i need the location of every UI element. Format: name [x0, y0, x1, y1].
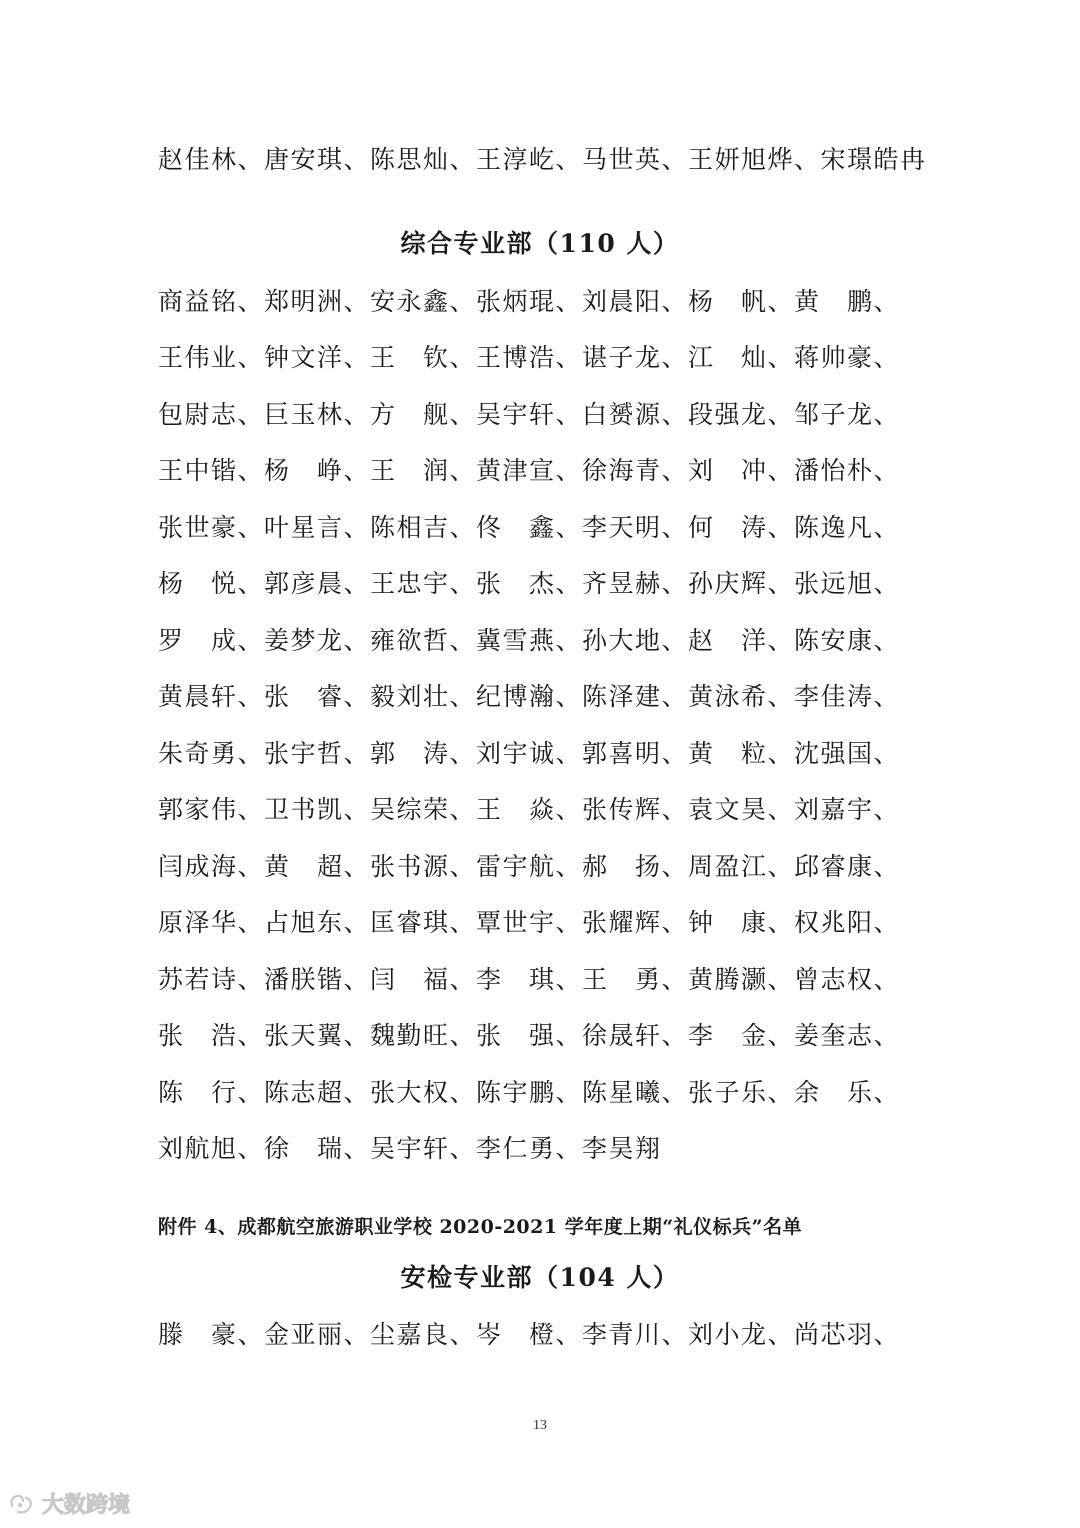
name-list-line: 张世豪、叶星言、陈相吉、佟 鑫、李天明、何 涛、陈逸凡、	[158, 513, 901, 542]
page-number: 13	[533, 1418, 547, 1433]
name-list-line: 王中锴、杨 峥、王 润、黄津宣、徐海青、刘 冲、潘怡朴、	[158, 456, 901, 485]
brand-logo-icon	[8, 1492, 36, 1516]
name-list-line: 闫成海、黄 超、张书源、雷宇航、郝 扬、周盈江、邱睿康、	[158, 852, 901, 881]
section-title: 综合专业部（110 人）	[400, 229, 680, 258]
name-list-line: 罗 成、姜梦龙、雍欲哲、冀雪燕、孙大地、赵 洋、陈安康、	[158, 626, 901, 655]
name-list-line: 赵佳林、唐安琪、陈思灿、王淳屹、马世英、王妍旭烨、宋璟皓冉	[158, 145, 927, 174]
name-list-line: 刘航旭、徐 瑞、吴宇轩、李仁勇、李昊翔	[158, 1134, 662, 1163]
name-list-line: 黄晨轩、张 睿、毅刘壮、纪博瀚、陈泽建、黄泳希、李佳涛、	[158, 682, 901, 711]
name-list-line: 朱奇勇、张宇哲、郭 涛、刘宇诚、郭喜明、黄 粒、沈强国、	[158, 739, 901, 768]
watermark	[8, 1488, 130, 1519]
name-list-line: 张 浩、张天翼、魏勤旺、张 强、徐晟轩、李 金、姜奎志、	[158, 1021, 901, 1050]
name-list-line: 滕 豪、金亚丽、尘嘉良、岑 橙、李青川、刘小龙、尚芯羽、	[158, 1320, 901, 1349]
name-list-line: 郭家伟、卫书凯、吴综荣、王 焱、张传辉、袁文昊、刘嘉宇、	[158, 795, 901, 824]
attachment-title: 附件 4、成都航空旅游职业学校 2020-2021 学年度上期“礼仪标兵”名单	[158, 1216, 803, 1238]
name-list-line: 王伟业、钟文洋、王 钦、王博浩、谌子龙、江 灿、蒋帅豪、	[158, 343, 901, 372]
name-list-line: 杨 悦、郭彦晨、王忠宇、张 杰、齐昱赫、孙庆辉、张远旭、	[158, 569, 901, 598]
name-list-line: 苏若诗、潘朕锴、闫 福、李 琪、王 勇、黄腾灏、曾志权、	[158, 965, 901, 994]
section-title: 安检专业部（104 人）	[400, 1263, 680, 1292]
watermark-text: 大数跨境	[42, 1493, 131, 1518]
name-list-line: 商益铭、郑明洲、安永鑫、张炳琨、刘晨阳、杨 帆、黄 鹏、	[158, 287, 901, 316]
name-list-line: 包尉志、巨玉林、方 舰、吴宇轩、白赟源、段强龙、邹子龙、	[158, 400, 901, 429]
name-list-line: 陈 行、陈志超、张大权、陈宇鹏、陈星曦、张子乐、余 乐、	[158, 1078, 901, 1107]
name-list-line: 原泽华、占旭东、匡睿琪、覃世宇、张耀辉、钟 康、权兆阳、	[158, 908, 901, 937]
